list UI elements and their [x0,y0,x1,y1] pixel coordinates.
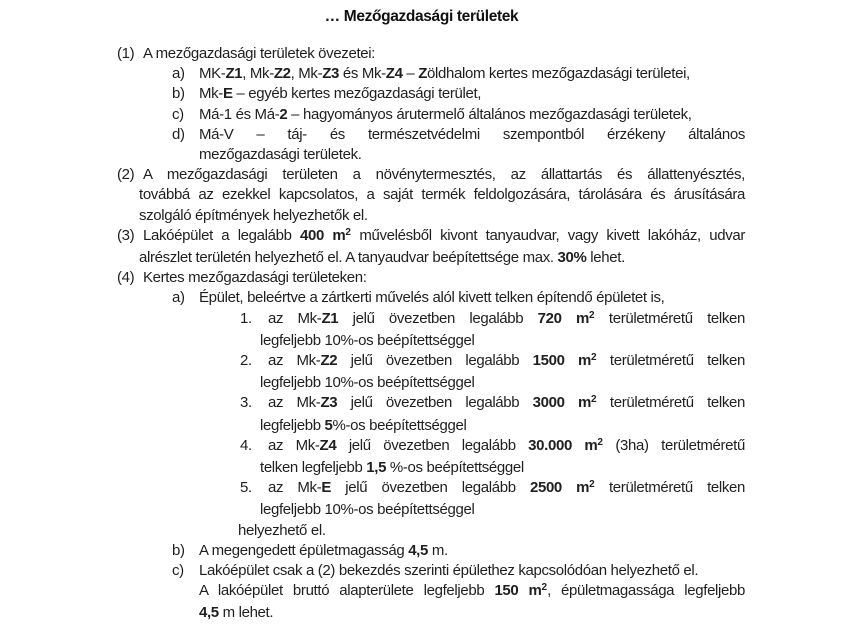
text-run: 1,5 [366,459,387,477]
text-run: Épület, beleértve a zártkerti művelés alól kivett telken építendő épületet is, [199,289,665,307]
list-marker: d) [172,125,185,143]
text-run: Z1 [225,65,243,83]
list-marker: 1. [240,309,252,327]
text-run: az Mk- [268,436,320,454]
text-run: az Mk- [268,352,321,370]
page-title: … Mezőgazdasági területek [324,8,519,25]
text-run: Z2 [273,65,291,83]
text-run: Z4 [319,436,337,454]
doc-line [117,478,745,500]
text-run: legfeljebb [260,416,325,434]
list-marker: 4. [240,436,252,454]
text-run: 2 [279,105,288,123]
doc-line [117,226,745,248]
text-run: 1500 m [532,352,591,370]
superscript-text: 2 [597,436,603,448]
text-run: legfeljebb 10%-os beépítettséggel [260,501,475,519]
list-marker: c) [172,562,184,580]
list-marker: (1) [117,45,135,62]
text-run: területméretű telken [594,479,745,497]
text-run: helyezhető el. [238,521,326,539]
doc-line [117,268,745,288]
doc-line [117,84,745,104]
doc-line [117,309,745,331]
text-run: Mk- [199,85,223,103]
doc-line [117,581,745,603]
text-run: öldhalom kertes mezőgazdasági területei, [427,65,690,83]
text-run: , Mk- [290,65,323,83]
text-run: (3ha) területméretű [602,436,745,454]
doc-line [117,393,745,415]
doc-line [117,248,745,268]
text-run: A lakóépület bruttó alapterülete legfeljebb [199,582,495,600]
doc-line [117,521,745,541]
text-run: 4,5 [408,541,428,559]
text-run: %-os beépítettséggel [332,416,467,434]
text-run: jelű övezetben legalább [338,309,538,327]
superscript-text: 2 [345,226,351,238]
doc-line [117,351,745,373]
text-run: %-os beépítettséggel [386,459,524,477]
superscript-text: 2 [590,352,597,364]
text-run: 30% [557,249,587,267]
text-run: jelű övezetben legalább [337,394,533,412]
text-run: területméretű telken [594,309,745,327]
text-run: 400 m [300,226,346,244]
superscript-text: 2 [541,582,548,594]
document-body [117,44,745,624]
list-marker: b) [172,85,185,103]
text-run: Z [418,65,428,83]
text-run: Lakóépület a legalább [143,226,301,244]
list-marker: a) [172,65,185,83]
text-run: az Mk- [268,394,321,412]
doc-line [117,436,745,458]
text-run: területméretű telken [596,394,745,412]
text-run: 720 m [537,309,589,327]
text-run: Z1 [321,309,339,327]
list-marker: (2) [117,166,135,184]
text-run: szolgáló építmények helyezhetők el. [139,206,368,224]
text-run: telken legfeljebb [260,459,367,477]
text-run: és Mk- [339,65,386,83]
text-run: jelű övezetben legalább [331,479,530,497]
text-run: E [321,479,331,497]
text-run: A mezőgazdasági területen a növénytermesztés, az állattartás és állattenyésztés, [143,166,745,184]
text-run: továbbá az ezekkel kapcsolatos, a saját termék feldolgozására, tárolására és árusítására [139,186,745,204]
text-run: A megengedett épületmagasság [199,541,409,559]
list-marker: (4) [117,269,135,287]
list-marker: a) [172,289,185,307]
text-run: Z3 [322,65,340,83]
text-run: – hagyományos árutermelő általános mezőgazdasági területek, [287,105,692,123]
list-marker: 2. [240,352,252,370]
text-run: 3000 m [532,394,591,412]
text-run: – [402,65,419,83]
text-run: Z3 [320,394,338,412]
superscript-text: 2 [590,394,597,406]
text-run: lehet. [586,249,625,267]
text-run: m lehet. [218,604,274,622]
doc-line [117,125,745,145]
doc-line [117,458,745,478]
doc-line [117,373,745,393]
list-marker: (3) [117,226,135,244]
doc-line [117,416,745,436]
text-run: Má-1 és Má- [199,105,280,123]
doc-line [117,541,745,561]
text-run: , Mk- [242,65,274,83]
text-run: Má-V – táj- és természetvédelmi szempontból érzékeny általános [199,125,745,143]
text-run: jelű övezetben legalább [336,436,529,454]
doc-line [117,145,745,165]
text-run: , épületmagassága legfeljebb [547,582,745,600]
text-run: jelű övezetben legalább [337,352,533,370]
text-run: Z2 [320,352,338,370]
list-marker: 3. [240,394,252,412]
text-run: Kertes mezőgazdasági területeken: [143,269,367,287]
text-run: területméretű telken [596,352,745,370]
doc-line [117,64,745,84]
list-marker: c) [172,105,184,123]
doc-line [117,603,745,623]
text-run: E [222,85,233,103]
text-run: 2500 m [529,479,590,497]
doc-line [117,206,745,226]
doc-line [117,44,745,64]
doc-line [117,105,745,125]
text-run: Z4 [385,65,403,83]
doc-line [117,500,745,520]
text-run: alrészlet területén helyezhető el. A tanyaudvar beépítettsége max. [139,249,558,267]
list-marker: 5. [240,479,252,497]
text-run: legfeljebb 10%-os beépítettséggel [260,331,475,349]
text-run: művelésből kivont tanyaudvar, vagy kivett lakóház, udvar [350,226,745,244]
text-run: MK- [199,65,226,83]
text-run: 4,5 [199,604,219,622]
doc-line [117,331,745,351]
text-run: mezőgazdasági területek. [199,146,362,164]
doc-line [117,165,745,185]
text-run: – egyéb kertes mezőgazdasági terület, [232,85,482,103]
text-run: legfeljebb 10%-os beépítettséggel [260,374,475,392]
text-run: 150 m [494,582,542,600]
text-run: az Mk- [268,479,322,497]
doc-line [117,288,745,308]
superscript-text: 2 [589,479,595,491]
text-run: A mezőgazdasági területek övezetei: [143,45,376,62]
text-run: 5 [324,416,333,434]
text-run: az Mk- [268,309,322,327]
list-marker: b) [172,541,185,559]
doc-line [117,185,745,205]
superscript-text: 2 [588,309,595,321]
text-run: Lakóépület csak a (2) bekezdés szerinti épülethez kapcsolódóan helyezhető el. [199,562,699,580]
text-run: m. [428,541,448,559]
doc-line [117,561,745,581]
text-run: 30.000 m [528,436,598,454]
